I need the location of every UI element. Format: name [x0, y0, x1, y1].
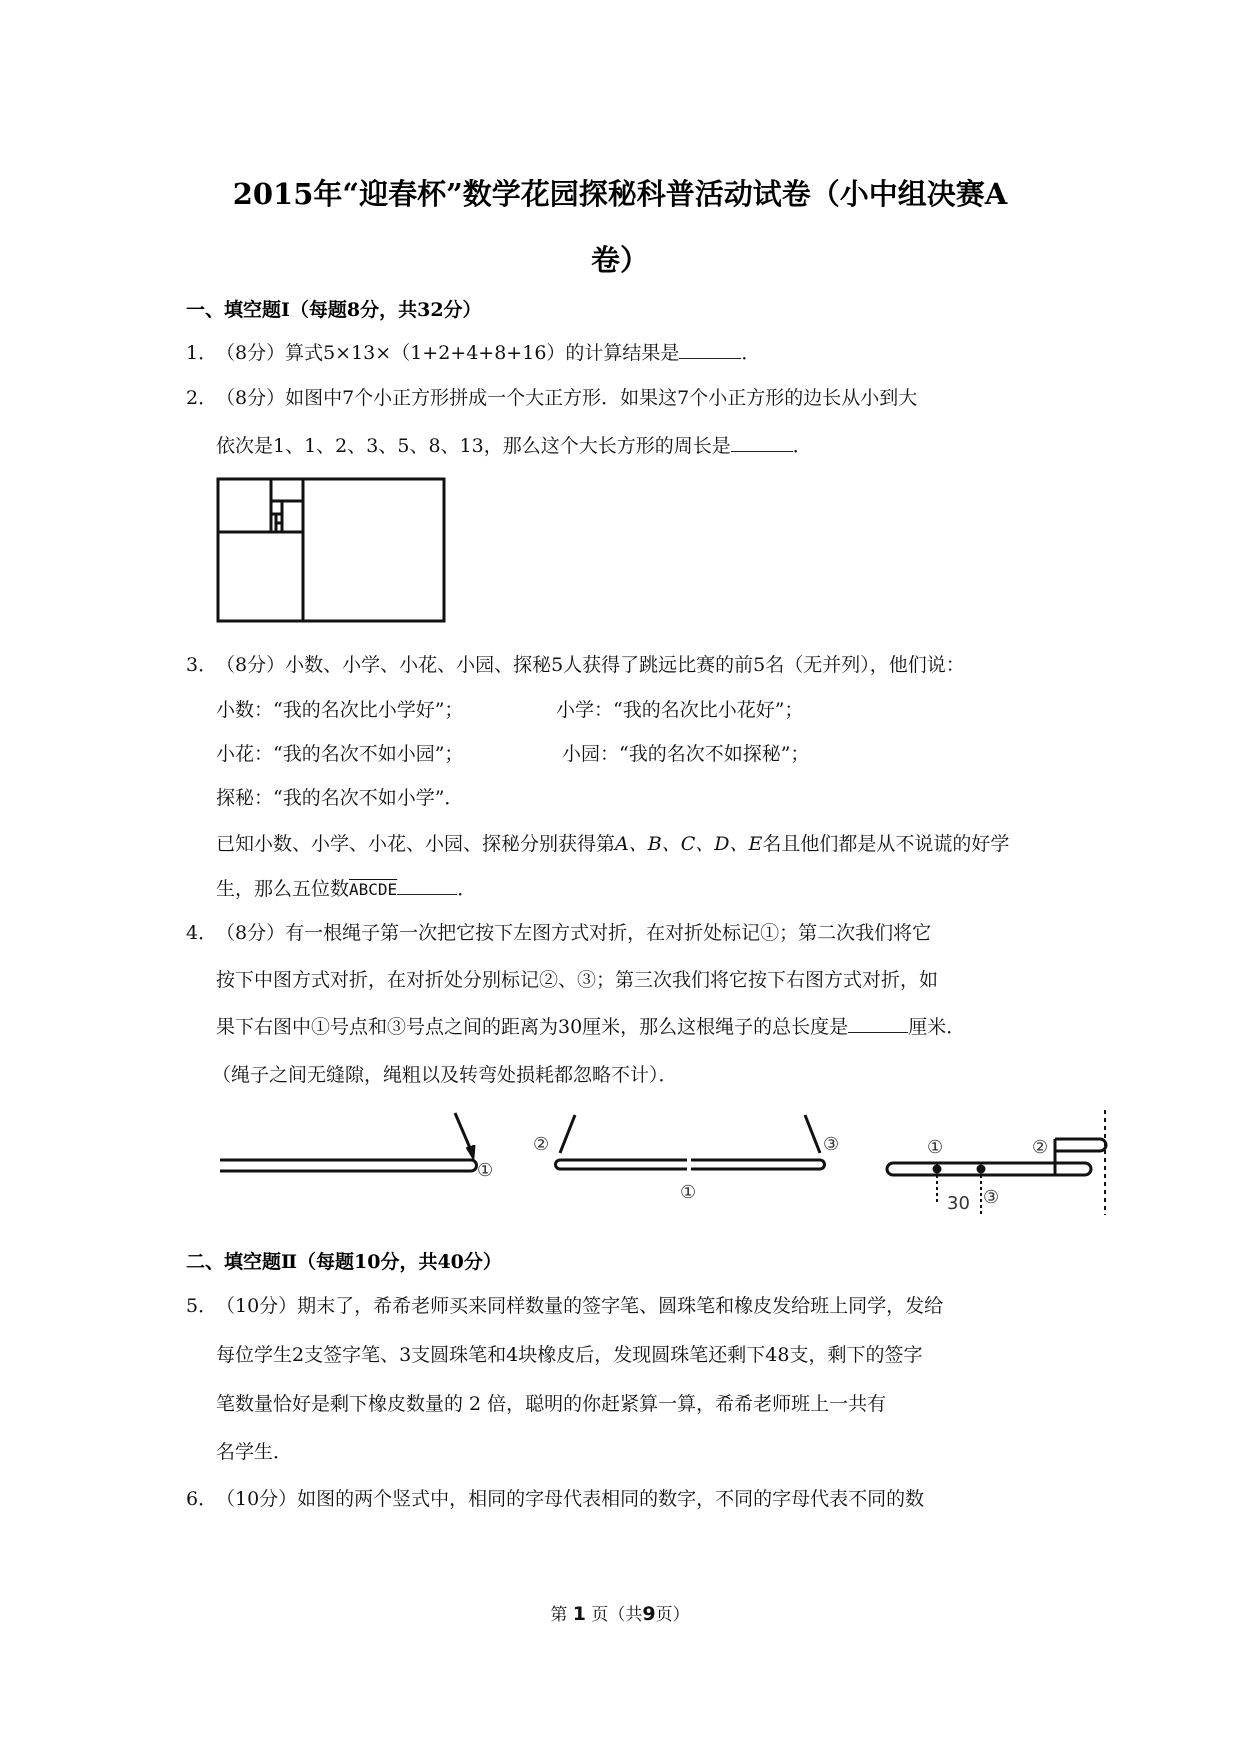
question-6: [186, 1484, 924, 1511]
question-number: 1．: [186, 342, 218, 364]
section-heading-2: 二、填空题Ⅱ（每题10分，共40分）: [186, 1251, 502, 1273]
label-2-middle: ②: [533, 1134, 550, 1155]
question-number: 5．: [186, 1295, 218, 1317]
question-4-note: （绳子之间无缝隙，绳粗以及转弯处损耗都忽略不计）．: [212, 1064, 678, 1086]
rope-fold-left: [220, 1113, 477, 1171]
label-3-middle: ③: [823, 1134, 840, 1155]
statement-xiaoshu: 小数：“我的名次比小学好”；: [216, 699, 464, 721]
page-title-continued: 卷）: [590, 243, 649, 277]
question-text: （8分）有一根绳子第一次把它按下左图方式对折，在对折处标记①；第二次我们将它: [216, 922, 932, 944]
label-1-middle: ①: [680, 1182, 697, 1203]
statement-xiaoxue: 小学：“我的名次比小花好”；: [556, 699, 804, 721]
five-digit-number: ABCDE: [349, 880, 398, 899]
question-3-ask: 生，那么五位数ABCDE ．: [216, 878, 477, 900]
answer-blank[interactable]: [679, 340, 741, 359]
page-title: 2015年“迎春杯”数学花园探秘科普活动试卷（小中组决赛A: [232, 177, 1008, 211]
figure-squares: [215, 476, 451, 626]
statement-xiaohua: 小花：“我的名次不如小园”；: [216, 743, 464, 765]
section-heading-1: 一、填空题Ⅰ（每题8分，共32分）: [186, 299, 482, 321]
question-number: 4．: [186, 922, 218, 944]
question-text: （8分）如图中7个小正方形拼成一个大正方形．如果这7个小正方形的边长从小到大: [216, 387, 918, 409]
question-text: （10分）如图的两个竖式中，相同的字母代表相同的数字，不同的字母代表不同的数: [216, 1488, 925, 1510]
current-page-number: 1: [572, 1603, 586, 1625]
question-number: 3．: [186, 654, 218, 676]
question-4-line2: 按下中图方式对折，在对折处分别标记②、③；第三次我们将它按下右图方式对折，如: [216, 969, 939, 991]
statement-xiaoyuan: 小园：“我的名次不如探秘”；: [562, 743, 810, 765]
question-number: 6．: [186, 1488, 218, 1510]
answer-blank[interactable]: [397, 876, 457, 895]
answer-blank[interactable]: [731, 433, 793, 452]
question-text: （8分）小数、小学、小花、小园、探秘5人获得了跳远比赛的前5名（无并列），他们说：: [216, 654, 965, 676]
distance-30-label: 30: [947, 1193, 970, 1214]
label-3-right: ③: [983, 1187, 1000, 1208]
figure-rope-folding: [215, 1105, 1115, 1220]
question-text: （8分）算式5×13×（1+2+4+8+16）的计算结果是: [216, 342, 680, 364]
question-2: [186, 383, 917, 410]
question-3: [186, 650, 965, 677]
answer-blank[interactable]: [848, 1014, 908, 1033]
rope-fold-middle: [556, 1115, 825, 1172]
question-5-line2: 每位学生2支签字笔、3支圆珠笔和4块橡皮后，发现圆珠笔还剩下48支，剩下的签字: [216, 1344, 923, 1366]
statement-tanmi: 探秘：“我的名次不如小学”．: [216, 787, 464, 809]
question-4-line3: 果下右图中①号点和③号点之间的距离为30厘米，那么这根绳子的总长度是 厘米．: [216, 1016, 966, 1038]
label-2-right: ②: [1032, 1137, 1049, 1158]
label-1-right: ①: [927, 1137, 944, 1158]
question-4: [186, 918, 931, 945]
label-1-left: ①: [477, 1160, 494, 1181]
page-footer: 第 1 页（共9页）: [550, 1603, 690, 1625]
total-pages-number: 9: [642, 1603, 656, 1625]
question-2-continued: 依次是1、1、2、3、5、8、13，那么这个大长方形的周长是 ．: [216, 435, 812, 457]
question-5-line3: 笔数量恰好是剩下橡皮数量的 2 倍，聪明的你赶紧算一算，希希老师班上一共有: [216, 1393, 887, 1415]
question-5-line4: 名学生．: [216, 1441, 293, 1463]
question-3-known: 已知小数、小学、小花、小园、探秘分别获得第A、B、C、D、E名且他们都是从不说谎的好学: [216, 833, 1010, 855]
question-number: 2．: [186, 387, 218, 409]
outer-rectangle: [218, 479, 444, 621]
question-text: （10分）期末了，希希老师买来同样数量的签字笔、圆珠笔和橡皮发给班上同学，发给: [216, 1295, 944, 1317]
question-5: [186, 1291, 943, 1318]
question-1: 1．（8分）算式5×13×（1+2+4+8+16）的计算结果是 ．: [186, 338, 760, 365]
